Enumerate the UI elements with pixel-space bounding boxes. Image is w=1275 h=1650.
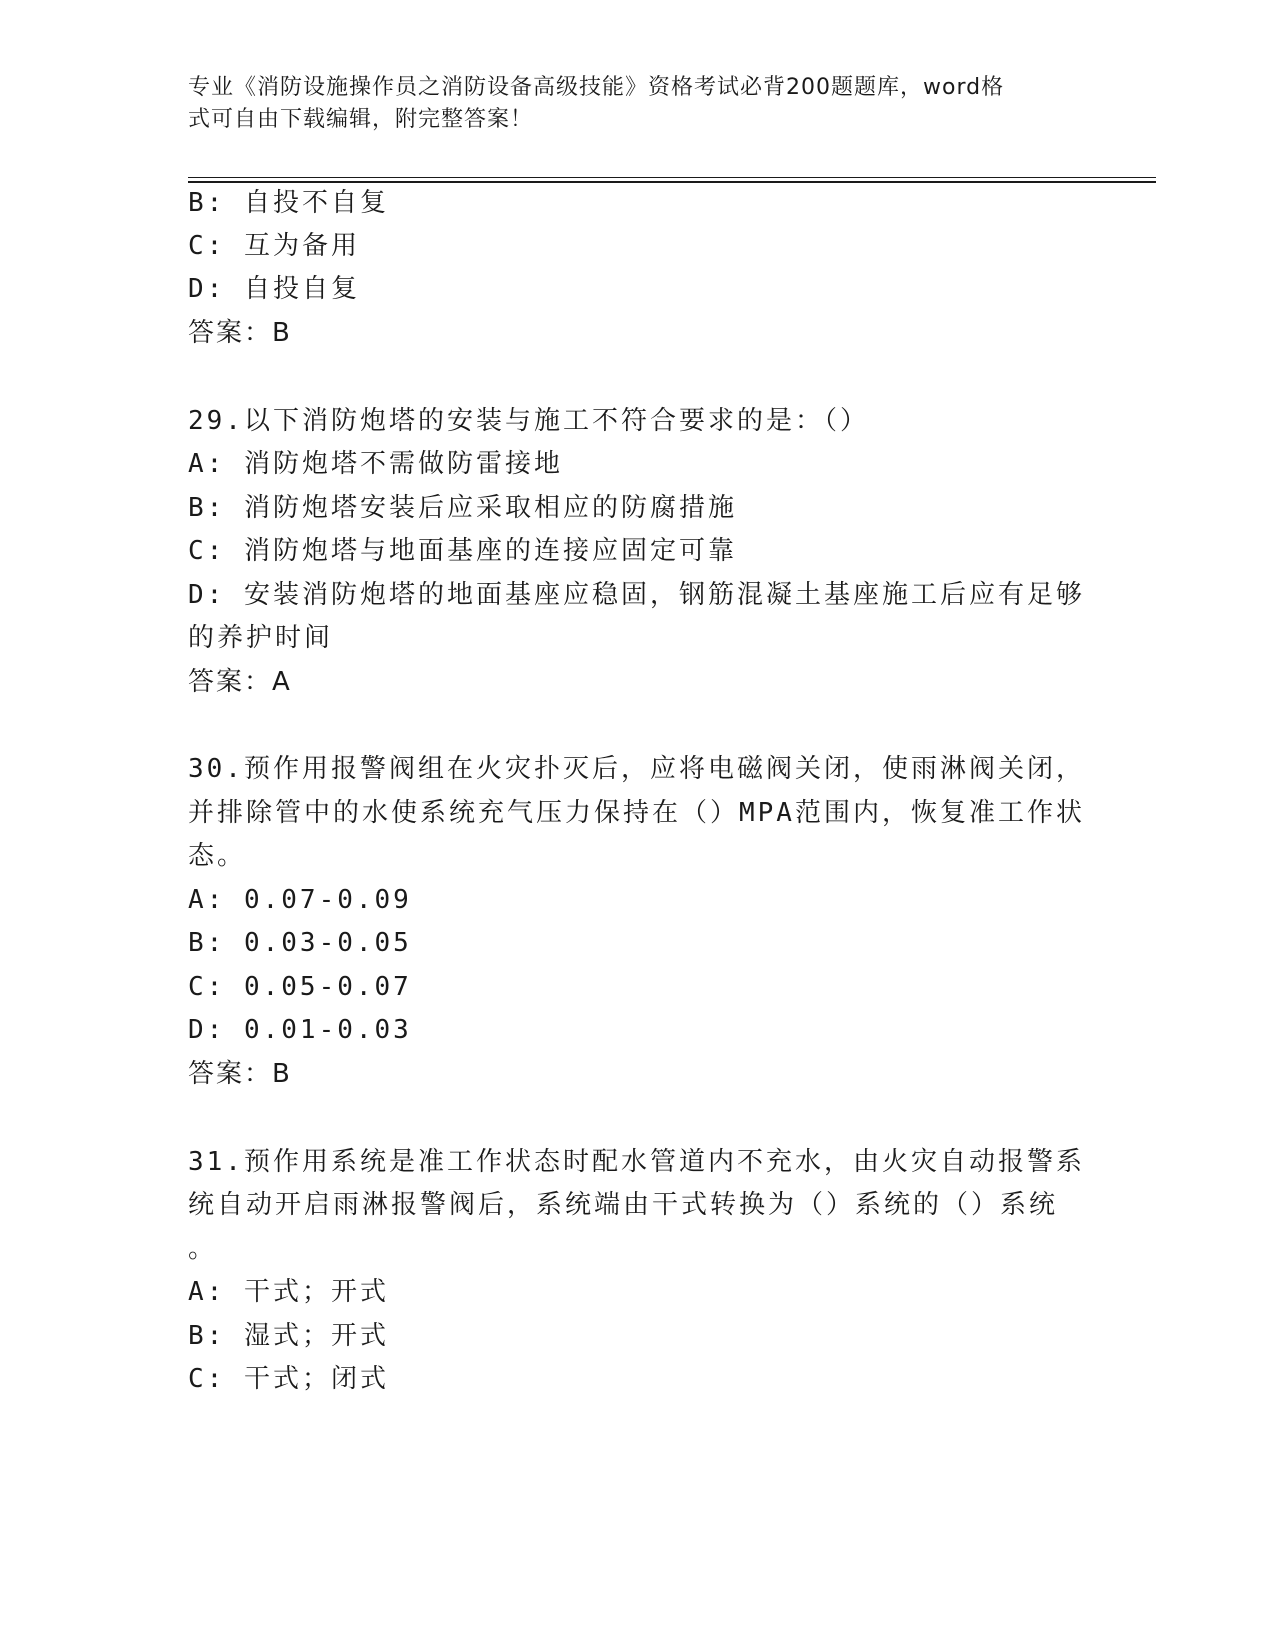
prev-option-b: B: 自投不自复 (188, 188, 389, 218)
q31-option-b: B: 湿式；开式 (188, 1321, 389, 1351)
header-divider-thin (188, 177, 1156, 178)
q31-option-c: C: 干式；闭式 (188, 1364, 389, 1394)
document-header (188, 72, 1068, 136)
prev-option-d: D: 自投自复 (188, 274, 360, 304)
q29-option-d-line-1: D: 安装消防炮塔的地面基座应稳固，钢筋混凝土基座施工后应有足够 (188, 580, 1085, 610)
prev-option-c: C: 互为备用 (188, 231, 360, 261)
prev-answer: 答案：B (188, 318, 292, 348)
header-line-1: 专业《消防设施操作员之消防设备高级技能》资格考试必背200题题库，word格 (188, 75, 1005, 100)
q29-option-d-line-2: 的养护时间 (188, 623, 334, 653)
q29-option-b: B: 消防炮塔安装后应采取相应的防腐措施 (188, 493, 737, 523)
q29-option-a: A: 消防炮塔不需做防雷接地 (188, 449, 563, 479)
q30-stem-line-1: 30.预作用报警阀组在火灾扑灭后，应将电磁阀关闭，使雨淋阀关闭， (188, 754, 1085, 784)
q31-stem-line-1: 31.预作用系统是准工作状态时配水管道内不充水，由火灾自动报警系 (188, 1147, 1085, 1177)
q29-option-c: C: 消防炮塔与地面基座的连接应固定可靠 (188, 536, 737, 566)
q31-stem-line-2: 统自动开启雨淋报警阀后，系统端由干式转换为（）系统的（）系统 (188, 1190, 1059, 1220)
header-line-2: 式可自由下载编辑，附完整答案！ (188, 107, 534, 132)
q30-stem-line-2: 并排除管中的水使系统充气压力保持在（）MPA范围内，恢复准工作状 (188, 798, 1085, 828)
q29-stem: 29.以下消防炮塔的安装与施工不符合要求的是：（） (188, 406, 869, 436)
q31-stem-line-3: 。 (188, 1234, 218, 1264)
q30-option-a: A: 0.07-0.09 (188, 885, 412, 915)
q31-option-a: A: 干式；开式 (188, 1277, 389, 1307)
q30-option-d: D: 0.01-0.03 (188, 1015, 412, 1045)
q30-stem-line-3: 态。 (188, 841, 247, 871)
q30-answer: 答案：B (188, 1059, 292, 1089)
q29-answer: 答案：A (188, 667, 292, 697)
q30-option-c: C: 0.05-0.07 (188, 972, 412, 1002)
header-divider-thick (188, 181, 1156, 183)
q30-option-b: B: 0.03-0.05 (188, 928, 412, 958)
